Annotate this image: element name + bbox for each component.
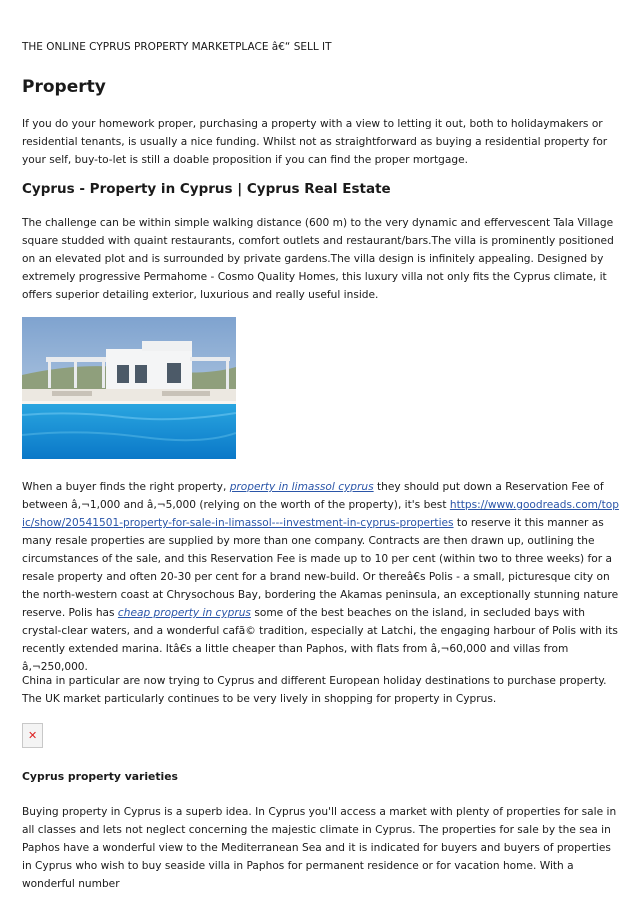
section-heading-cyprus-real-estate: Cyprus - Property in Cyprus | Cyprus Real Estate xyxy=(22,181,391,197)
link-cheap-property[interactable]: cheap property in cyprus xyxy=(117,607,251,619)
link-goodreads[interactable]: https://www.goodreads.com/topic/show/20541501-property-for-sale-in-limassol---investment-in-cyprus-properties xyxy=(22,499,619,529)
villa-pool-photo xyxy=(22,317,236,459)
villa-paragraph: The challenge can be within simple walking distance (600 m) to the very dynamic and effervescent Tala Village square studded with quaint restaurants, comfort outlets and restaurant/bars.The villa is prominently positioned on an elevated plot and is surrounded by private gardens.The villa design is infinitely appealing. Designed by extremely progressive Permahome - Cosmo Quality Homes, this luxury villa not only fits the Cyprus climate, it offers superior detailing exterior, luxurious and really useful inside. xyxy=(22,217,614,301)
china-paragraph: China in particular are now trying to Cyprus and different European holiday destinations to purchase property. The UK market particularly continues to be very lively in shopping for property in Cyprus. xyxy=(22,675,607,705)
intro-paragraph: If you do your homework proper, purchasing a property with a view to letting it out, both to holidaymakers or residential tenants, is usually a nice funding. Whilst not as straightforward as buying a residential property for your self, buy-to-let is still a doable proposition if you can find the proper mortgage. xyxy=(22,118,608,166)
buyer-text-1: When a buyer finds the right property, xyxy=(22,481,230,493)
buyer-text-2: they should put down a Reservation Fee of between â‚¬1,000 and â‚¬5,000 (relying on the worth of the property), it's best xyxy=(22,481,604,511)
close-icon: ✕ xyxy=(28,729,38,742)
page-title: Property xyxy=(22,77,106,97)
buyer-text-3: to reserve it this manner as many resale properties are supplied by more than one company. Contracts are then drawn up, outlining the circumstances of the sale, and this Reservation Fee is made up to 10 per cent (within two to three weeks) for a resale property and often 20-30 per cent for a brand new-build. Or thereâ€s Polis - a small, picturesque city on the north-western coast at Chrysochous Bay, bordering the Akamas peninsula, an exceptionally stunning nature reserve. Polis has xyxy=(22,517,619,619)
broken-image-icon xyxy=(22,723,43,748)
section-heading-varieties: Cyprus property varieties xyxy=(22,770,178,783)
buyer-paragraph xyxy=(22,478,620,676)
buyer-text-4: some of the best beaches on the island, in secluded bays with crystal-clear waters, and a wonderful cafã© tradition, especially at Latchi, the engaging harbour of Polis with its recently extended marina. Itâ€s a little cheaper than Paphos, with flats from â‚¬60,000 and villas from â‚¬250,000. xyxy=(22,607,618,673)
running-header: THE ONLINE CYPRUS PROPERTY MARKETPLACE â€“ SELL IT xyxy=(22,41,332,53)
link-property-in-limassol[interactable]: property in limassol cyprus xyxy=(229,481,374,493)
varieties-paragraph: Buying property in Cyprus is a superb idea. In Cyprus you'll access a market with plenty of properties for sale in all classes and lets not neglect concerning the majestic climate in Cyprus. The properties for sale by the sea in Paphos have a wonderful view to the Mediterranean Sea and it is indicated for buyers and buyers of properties in Cyprus who wish to buy seaside villa in Paphos for permanent residence or for vacation home. With a wonderful number xyxy=(22,806,617,890)
